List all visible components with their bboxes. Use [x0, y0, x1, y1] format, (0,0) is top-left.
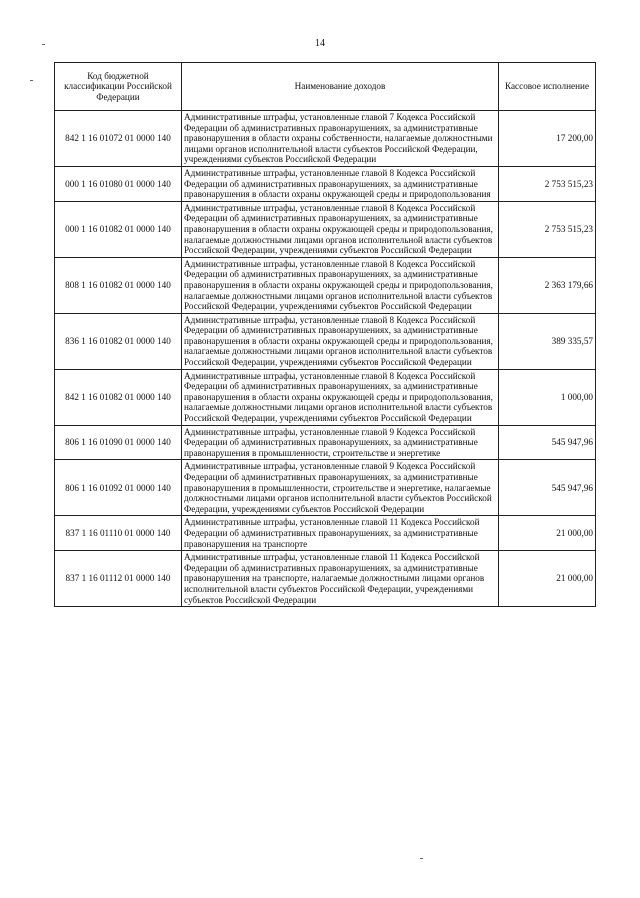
- scan-speck: [420, 858, 423, 859]
- scan-speck: [30, 80, 33, 81]
- name-cell: Административные штрафы, установленные главой 8 Кодекса Российской Федерации об административных правонарушениях, за административные правонарушения в области охраны окружающей среды и природопользования, налагаемые должностными лицами органов исполнительной власти субъектов Российской Федерации, учреждениями субъектов Российской Федерации: [182, 313, 499, 369]
- table-row: [55, 111, 596, 167]
- table-row: [55, 257, 596, 313]
- sum-cell: 21 000,00: [499, 516, 596, 551]
- name-cell: Административные штрафы, установленные главой 9 Кодекса Российской Федерации об административных правонарушениях, за административные правонарушения в промышленности, строительстве и энергетике, налагаемые должностными лицами органов исполнительной власти субъектов Российской Федерации, учреждениями субъектов Российской Федерации: [182, 460, 499, 516]
- name-cell: Административные штрафы, установленные главой 7 Кодекса Российской Федерации об административных правонарушениях, за административные правонарушения в области охраны собственности, налагаемые должностными лицами органов исполнительной власти субъектов Российской Федерации, учреждениями субъектов Российской Федерации: [182, 111, 499, 167]
- code-cell: 806 1 16 01092 01 0000 140: [55, 460, 182, 516]
- table-row: [55, 516, 596, 551]
- header-sum: Кассовое исполнение: [499, 63, 596, 111]
- sum-cell: 1 000,00: [499, 369, 596, 425]
- table-row: [55, 551, 596, 607]
- name-cell: Административные штрафы, установленные главой 11 Кодекса Российской Федерации об административных правонарушениях, за административные правонарушения на транспорте, налагаемые должностными лицами органов исполнительной власти субъектов Российской Федерации, учреждениями субъектов Российской Федерации: [182, 551, 499, 607]
- sum-cell: 17 200,00: [499, 111, 596, 167]
- table-row: [55, 460, 596, 516]
- code-cell: 000 1 16 01080 01 0000 140: [55, 166, 182, 201]
- table-row: [55, 166, 596, 201]
- code-cell: 808 1 16 01082 01 0000 140: [55, 257, 182, 313]
- sum-cell: 545 947,96: [499, 425, 596, 460]
- name-cell: Административные штрафы, установленные главой 8 Кодекса Российской Федерации об административных правонарушениях, за административные правонарушения в области охраны окружающей среды и природопользования, налагаемые должностными лицами органов исполнительной власти субъектов Российской Федерации, учреждениями субъектов Российской Федерации: [182, 201, 499, 257]
- sum-cell: 389 335,57: [499, 313, 596, 369]
- code-cell: 837 1 16 01112 01 0000 140: [55, 551, 182, 607]
- table-header-row: [55, 63, 596, 111]
- sum-cell: 2 363 179,66: [499, 257, 596, 313]
- sum-cell: 21 000,00: [499, 551, 596, 607]
- name-cell: Административные штрафы, установленные главой 11 Кодекса Российской Федерации об административных правонарушениях, за административные правонарушения на транспорте: [182, 516, 499, 551]
- table-row: [55, 425, 596, 460]
- table-row: [55, 201, 596, 257]
- page-number: 14: [315, 38, 325, 49]
- header-code: Код бюджетной классификации Российской Федерации: [55, 63, 182, 111]
- code-cell: 806 1 16 01090 01 0000 140: [55, 425, 182, 460]
- revenue-table: [54, 62, 596, 607]
- sum-cell: 545 947,96: [499, 460, 596, 516]
- name-cell: Административные штрафы, установленные главой 9 Кодекса Российской Федерации об административных правонарушениях, за административные правонарушения в промышленности, строительстве и энергетике: [182, 425, 499, 460]
- scan-speck: [42, 44, 45, 45]
- code-cell: 842 1 16 01072 01 0000 140: [55, 111, 182, 167]
- name-cell: Административные штрафы, установленные главой 8 Кодекса Российской Федерации об административных правонарушениях, за административные правонарушения в области охраны окружающей среды и природопользования, налагаемые должностными лицами органов исполнительной власти субъектов Российской Федерации, учреждениями субъектов Российской Федерации: [182, 369, 499, 425]
- code-cell: 836 1 16 01082 01 0000 140: [55, 313, 182, 369]
- name-cell: Административные штрафы, установленные главой 8 Кодекса Российской Федерации об административных правонарушениях, за административные правонарушения в области охраны окружающей среды и природопользования: [182, 166, 499, 201]
- code-cell: 000 1 16 01082 01 0000 140: [55, 201, 182, 257]
- name-cell: Административные штрафы, установленные главой 8 Кодекса Российской Федерации об административных правонарушениях, за административные правонарушения в области охраны окружающей среды и природопользования, налагаемые должностными лицами органов исполнительной власти субъектов Российской Федерации, учреждениями субъектов Российской Федерации: [182, 257, 499, 313]
- code-cell: 837 1 16 01110 01 0000 140: [55, 516, 182, 551]
- header-name: Наименование доходов: [182, 63, 499, 111]
- sum-cell: 2 753 515,23: [499, 201, 596, 257]
- table-row: [55, 369, 596, 425]
- code-cell: 842 1 16 01082 01 0000 140: [55, 369, 182, 425]
- sum-cell: 2 753 515,23: [499, 166, 596, 201]
- table-row: [55, 313, 596, 369]
